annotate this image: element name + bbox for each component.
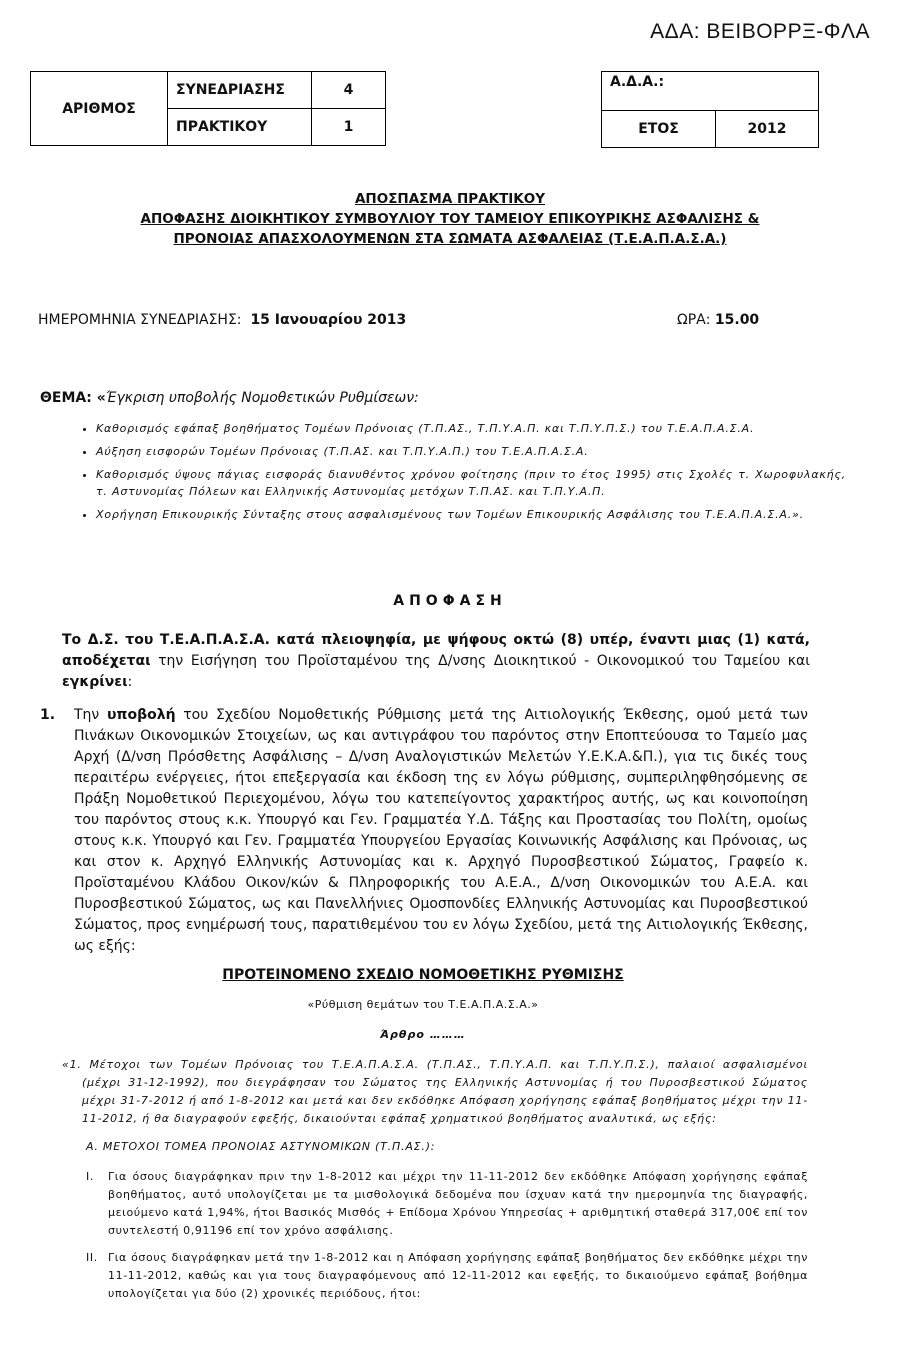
meeting-time-label: ΩΡΑ:: [677, 312, 711, 328]
ada-year-table: [601, 71, 819, 148]
thema-bullet: • Αύξηση εισφορών Τομέων Πρόνοιας (Τ.Π.ΑΣ. και Τ.Π.Υ.Α.Π.) του Τ.Ε.Α.Π.Α.Σ.Α.: [96, 443, 846, 460]
proposal-title: ΠΡΟΤΕΙΝΟΜΕΝΟ ΣΧΕΔΙΟ ΝΟΜΟΘΕΤΙΚΗΣ ΡΥΘΜΙΣΗΣ: [222, 967, 624, 983]
ada-label: Α.Δ.Α.:: [602, 72, 819, 111]
intro-text-2: :: [127, 674, 133, 690]
roman-text: Για όσους διαγράφηκαν πριν την 1-8-2012 και μέχρι την 11-11-2012 δεν εκδόθηκε Απόφαση χορήγησης εφάπαξ βοηθήματος, αυτό υπολογίζεται με τα μισθολογικά δεδομένα που ίσχυαν κατά την ημερομηνία της διαγραφής, μειούμενο κατά 1,94%, ήτοι Βασικός Μισθός + Επίδομα Χρόνου Υπηρεσίας + αριθμητική σταθερά 317,00€ επί τον συντελεστή 0,91196 επί τον χρόνο ασφάλισης.: [108, 1170, 808, 1237]
section-a-heading: Α. ΜΕΤΟΧΟΙ ΤΟΜΕΑ ΠΡΟΝΟΙΑΣ ΑΣΤΥΝΟΜΙΚΩΝ (Τ.Π.ΑΣ.):: [86, 1140, 436, 1153]
thema-bullet: • Καθορισμός ύψους πάγιας εισφοράς διανυθέντος χρόνου φοίτησης (πριν το έτος 1995) στις Σχολές τ. Χωροφυλακής, τ. Αστυνομίας Πόλεων και Ελληνικής Αστυνομίας μετόχων Τ.Π.ΑΣ. και Τ.Π.Υ.Α.Π.: [96, 466, 846, 500]
title-line-3: ΠΡΟΝΟΙΑΣ ΑΠΑΣΧΟΛΟΥΜΕΝΩΝ ΣΤΑ ΣΩΜΑΤΑ ΑΣΦΑΛΕΙΑΣ (Τ.Ε.Α.Π.Α.Σ.Α.): [173, 231, 727, 247]
ada-header: ΑΔΑ: ΒΕΙΒΟΡΡΞ-ΦΛΑ: [650, 20, 870, 43]
thema-bullet: • Χορήγηση Επικουρικής Σύνταξης στους ασφαλισμένους των Τομέων Επικουρικής Ασφάλισης του Τ.Ε.Α.Π.Α.Σ.Α.».: [96, 506, 846, 523]
synedriasis-value: 4: [312, 72, 386, 109]
etos-label: ΕΤΟΣ: [602, 111, 716, 148]
title-line-2: ΑΠΟΦΑΣΗΣ ΔΙΟΙΚΗΤΙΚΟΥ ΣΥΜΒΟΥΛΙΟΥ ΤΟΥ ΤΑΜΕΙΟΥ ΕΠΙΚΟΥΡΙΚΗΣ ΑΣΦΑΛΙΣΗΣ &: [140, 211, 760, 227]
thema-bullets: [68, 420, 846, 529]
apofasi-heading: ΑΠΟΦΑΣΗ: [393, 593, 507, 609]
meeting-date-label: ΗΜΕΡΟΜΗΝΙΑ ΣΥΝΕΔΡΙΑΣΗΣ:: [38, 312, 242, 328]
roman-number: I.: [86, 1170, 94, 1183]
praktikou-label: ΠΡΑΚΤΙΚΟΥ: [168, 109, 312, 146]
article-paragraph-1: [62, 1056, 808, 1128]
intro-bold-1: Το Δ.Σ. του Τ.Ε.Α.Π.Α.Σ.Α. κατά πλειοψηφία, με ψήφους οκτώ (8) υπέρ, έναντι μιας (1) κατά, αποδέχεται: [62, 632, 810, 669]
intro-bold-2: εγκρίνει: [62, 674, 128, 690]
praktikou-value: 1: [312, 109, 386, 146]
decision-item-1: [40, 705, 808, 957]
etos-value: 2012: [716, 111, 819, 148]
item-pre: Την: [74, 707, 107, 723]
arithmos-label: ΑΡΙΘΜΟΣ: [31, 72, 168, 146]
roman-text: Για όσους διαγράφηκαν μετά την 1-8-2012 και η Απόφαση χορήγησης εφάπαξ βοηθήματος δεν εκδόθηκε μέχρι την 11-11-2012, καθώς και για τους διαγραφόμενους από 12-11-2012 και εφεξής, το δικαιούμενο εφάπαξ βοήθημα υπολογίζεται για δύο (2) χρονικές περιόδους, ήτοι:: [108, 1251, 808, 1300]
proposal-subtitle: «Ρύθμιση θεμάτων του Τ.Ε.Α.Π.Α.Σ.Α.»: [307, 998, 539, 1011]
meeting-time-value: 15.00: [714, 312, 760, 328]
meeting-time: [677, 312, 759, 328]
article-heading: Άρθρο ………: [380, 1028, 466, 1041]
thema: [40, 390, 419, 406]
roman-item-1: [86, 1168, 808, 1240]
item-body: του Σχεδίου Νομοθετικής Ρύθμισης μετά της Αιτιολογικής Έκθεσης, ομού μετά των Πινάκων Οικονομικών Στοιχείων, ως και αντιγράφου του παρόντος στην Εποπτεύουσα το Ταμείο μας Αρχή (Δ/νση Πρόσθετης Ασφάλισης – Δ/νση Αναλογιστικών Μελετών Υ.Ε.Κ.Α.&Π.), για τις δικές τους περαιτέρω ενέργειες, ήτοι επεξεργασία και έκδοση της εν λόγω ρύθμισης, συμπεριληφθησόμενης σε Πράξη Νομοθετικού Περιεχομένου, λόγω του κατεπείγοντος χαρακτήρος αυτής, ως και κοινοποίηση του παρόντος στους κ.κ. Υπουργό και Γεν. Γραμματέα Υ.Δ. Τάξης και Προστασίας του Πολίτη, ομοίως στους κ.κ. Υπουργό και Γεν. Γραμματέα Υπουργείου Εργασίας Κοινωνικής Ασφάλισης και Πρόνοιας, ως και στον κ. Αρχηγό Ελληνικής Αστυνομίας και κ. Αρχηγό Πυροσβεστικού Σώματος, Γραφείο κ. Προϊσταμένου Κλάδου Οικον/κών & Πληροφορικής του Α.Ε.Α., Δ/νση Οικονομικών του Α.Ε.Α. και Πυροσβεστικού Σώματος, ως και Πανελλήνιες Ομοσπονδίες Ελληνικής Αστυνομίας και Πυροσβεστικού Σώματος, προς ενημέρωσή τους, παρατιθεμένου του εν λόγω Σχεδίου, μετά της Αιτιολογικής Έκθεσης, ως εξής:: [74, 707, 808, 954]
session-number-table: [30, 71, 386, 146]
item-bold: υποβολή: [106, 707, 176, 723]
roman-number: II.: [86, 1251, 98, 1264]
meeting-date-value: 15 Ιανουαρίου 2013: [250, 312, 407, 328]
synedriasis-label: ΣΥΝΕΔΡΙΑΣΗΣ: [168, 72, 312, 109]
decision-intro: [62, 630, 810, 693]
thema-bullet: • Καθορισμός εφάπαξ βοηθήματος Τομέων Πρόνοιας (Τ.Π.ΑΣ., Τ.Π.Υ.Α.Π. και Τ.Π.Υ.Π.Σ.) του Τ.Ε.Α.Π.Α.Σ.Α.: [96, 420, 846, 437]
article-paragraph-text: «1. Μέτοχοι των Τομέων Πρόνοιας του Τ.Ε.Α.Π.Α.Σ.Α. (Τ.Π.ΑΣ., Τ.Π.Υ.Α.Π. και Τ.Π.Υ.Π.Σ.), παλαιοί ασφαλισμένοι (μέχρι 31-12-1992), που διεγράφησαν του Σώματος της Ελληνικής Αστυνομίας ή του Πυροσβεστικού Σώματος μέχρι 31-7-2012 ή από 1-8-2012 και μετά και δεν εκδόθηκε Απόφαση χορήγησης εφάπαξ βοηθήματος μέχρι την 11-11-2012, ή θα διαγραφούν εφεξής, δικαιούνται εφάπαξ χρηματικού βοηθήματος αναλυτικά, ως εξής:: [62, 1058, 808, 1125]
document-title: [0, 189, 900, 249]
intro-text-1: την Εισήγηση του Προϊσταμένου της Δ/νσης Διοικητικού - Οικονομικού του Ταμείου και: [150, 653, 810, 669]
title-line-1: ΑΠΟΣΠΑΣΜΑ ΠΡΑΚΤΙΚΟΥ: [354, 191, 546, 207]
roman-item-2: [86, 1249, 808, 1303]
thema-label: ΘΕΜΑ: «: [40, 390, 106, 406]
meeting-date: [38, 312, 406, 328]
item-text: [74, 705, 808, 957]
thema-text: Έγκριση υποβολής Νομοθετικών Ρυθμίσεων:: [105, 390, 419, 406]
item-number: 1.: [40, 707, 56, 723]
